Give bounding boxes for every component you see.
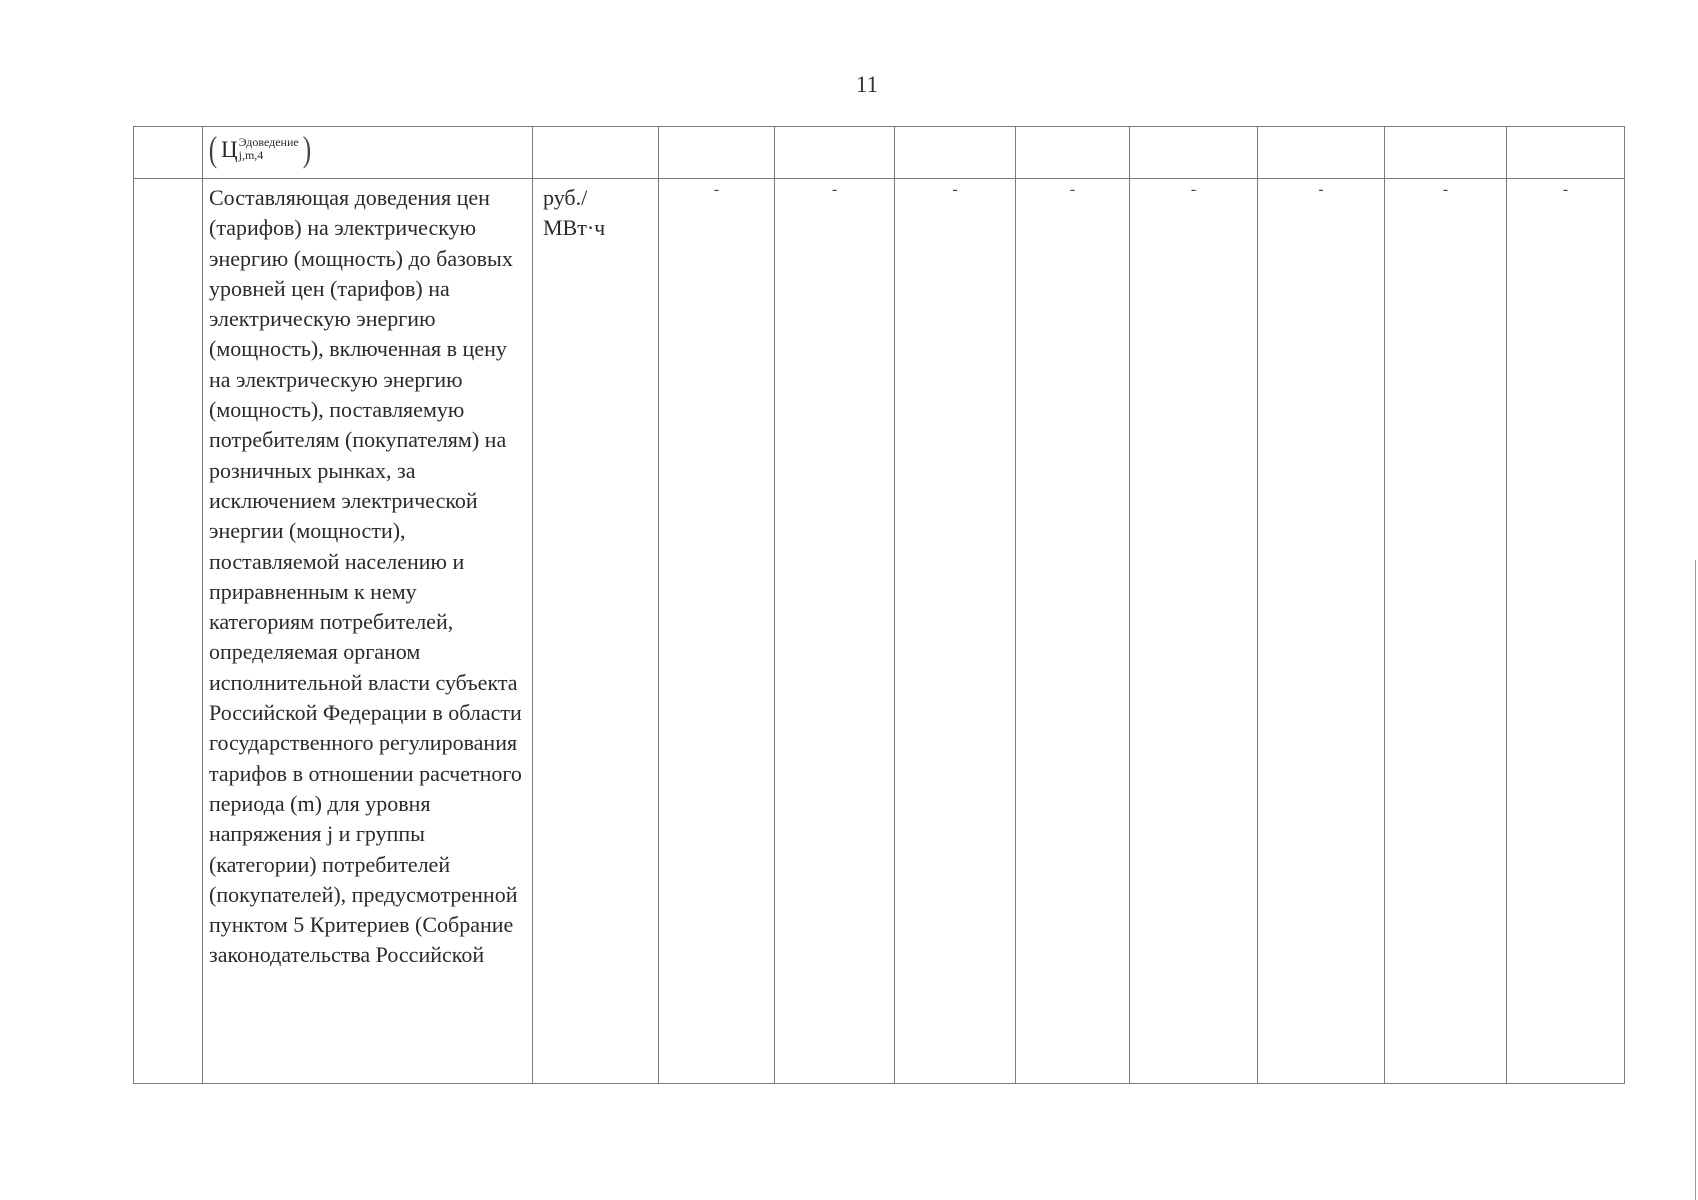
- formula-subscript: j,m,4: [238, 148, 264, 162]
- value-cell: -: [775, 179, 895, 1084]
- value-cell: -: [1385, 179, 1507, 1084]
- empty-cell: [1385, 127, 1507, 179]
- scan-edge-line: [1695, 560, 1696, 1200]
- unit-line-1: руб./: [543, 185, 588, 210]
- table-row-formula: [134, 127, 1625, 179]
- unit-line-2: МВт·ч: [543, 215, 606, 240]
- unit-cell: [533, 179, 659, 1084]
- formula: ( Ц Эдоведение j,m,4 ): [208, 129, 311, 169]
- value-cell: -: [1016, 179, 1130, 1084]
- description-cell: Составляющая доведения цен (тарифов) на электрическую энергию (мощность) до базовых уровней цен (тарифов) на электрическую энергию (мощность), включенная в цену на электрическую энергию (мощность), поставляемую потребителям (покупателям) на розничных рынках, за исключением электрической энергии (мощности), поставляемой населению и приравненным к нему категориям потребителей, определяемая органом исполнительной власти субъекта Российской Федерации в области государственного регулирования тарифов в отношении расчетного периода (m) для уровня напряжения j и группы (категории) потребителей (покупателей), предусмотренной пунктом 5 Критериев (Собрание законодательства Российской: [203, 179, 533, 1084]
- value-cell: -: [1258, 179, 1385, 1084]
- formula-base: Ц: [221, 136, 238, 162]
- empty-cell: [659, 127, 775, 179]
- empty-cell: [1258, 127, 1385, 179]
- value-cell: -: [1507, 179, 1625, 1084]
- formula-cell: [203, 127, 533, 179]
- empty-cell: [775, 127, 895, 179]
- formula-superscript: Эдоведение: [238, 135, 299, 149]
- empty-cell: [1507, 127, 1625, 179]
- empty-cell: [134, 179, 203, 1084]
- value-cell: -: [895, 179, 1016, 1084]
- empty-cell: [1016, 127, 1130, 179]
- tariff-table: [133, 126, 1625, 1084]
- table-row: [134, 179, 1625, 1084]
- empty-cell: [134, 127, 203, 179]
- empty-cell: [533, 127, 659, 179]
- value-cell: -: [1130, 179, 1258, 1084]
- page-number: 11: [855, 72, 879, 97]
- empty-cell: [895, 127, 1016, 179]
- value-cell: -: [659, 179, 775, 1084]
- empty-cell: [1130, 127, 1258, 179]
